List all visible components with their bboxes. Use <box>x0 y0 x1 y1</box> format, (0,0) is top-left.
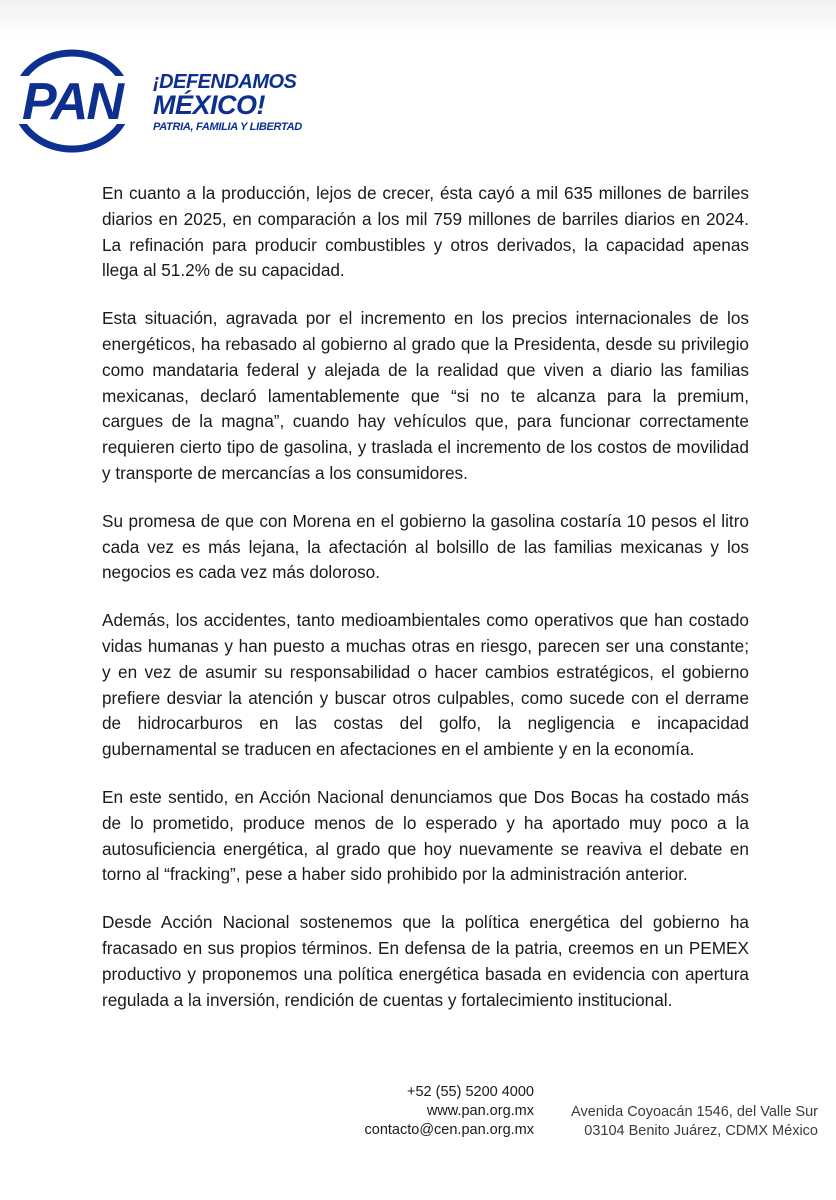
footer-address-line-1: Avenida Coyoacán 1546, del Valle Sur <box>571 1104 818 1120</box>
letterhead-footer <box>0 1083 836 1143</box>
footer-address <box>571 1103 818 1141</box>
footer-phone: +52 (55) 5200 4000 <box>407 1084 534 1100</box>
letterhead-logo-area <box>10 48 310 158</box>
slogan-line-2: MÉXICO! <box>153 90 266 120</box>
footer-website: www.pan.org.mx <box>426 1103 534 1119</box>
paragraph-6: Desde Acción Nacional sostenemos que la política energética del gobierno ha fracasado en sus propios términos. En defensa de la patria, creemos en un PEMEX productivo y proponemos una política energética basada en evidencia con apertura regulada a la inversión, rendición de cuentas y fortalecimiento institucional. <box>102 912 749 1010</box>
paragraph-4: Además, los accidentes, tanto medioambientales como operativos que han costado vidas humanas y han puesto a muchas otras en riesgo, parecen ser una constante; y en vez de asumir su responsabilidad o hacer cambios estratégicos, el gobierno prefiere desviar la atención y buscar otros culpables, como sucede con el derrame de hidrocarburos en las costas del golfo, la negligencia e incapacidad gubernamental se traducen en afectaciones en el ambiente y en la economía. <box>102 610 749 760</box>
paragraph-2: Esta situación, agravada por el incremento en los precios internacionales de los energéticos, ha rebasado al gobierno al grado que la Presidenta, desde su privilegio como mandataria federal y alejada de la realidad que viven a diario las familias mexicanas, declaró lamentablemente que “si no te alcanza para la premium, cargues de la magna”, cuando hay vehículos que, para funcionar correctamente requieren cierto tipo de gasolina, y traslada el incremento de los costos de movilidad y transporte de mercancías a los consumidores. <box>102 308 749 483</box>
paragraph-1: En cuanto a la producción, lejos de crecer, ésta cayó a mil 635 millones de barriles diarios en 2025, en comparación a los mil 759 millones de barriles diarios en 2024. La refinación para producir combustibles y otros derivados, la capacidad apenas llega al 51.2% de su capacidad. <box>102 183 749 281</box>
slogan-line-3: PATRIA, FAMILIA Y LIBERTAD <box>153 121 302 133</box>
slogan <box>153 72 303 133</box>
page-top-shade <box>0 0 836 40</box>
slogan-line-1: ¡DEFENDAMOS <box>153 71 297 93</box>
footer-address-line-2: 03104 Benito Juárez, CDMX México <box>584 1123 818 1139</box>
svg-text:PAN: PAN <box>22 73 122 131</box>
pan-logo <box>10 48 140 154</box>
footer-email: contacto@cen.pan.org.mx <box>364 1122 534 1138</box>
document-body <box>102 181 749 1035</box>
footer-contact <box>365 1083 534 1140</box>
paragraph-3: Su promesa de que con Morena en el gobierno la gasolina costaría 10 pesos el litro cada vez es más lejana, la afectación al bolsillo de las familias mexicanas y los negocios es cada vez más doloroso. <box>102 510 749 583</box>
paragraph-5: En este sentido, en Acción Nacional denunciamos que Dos Bocas ha costado más de lo prometido, produce menos de lo esperado y ha aportado muy poco a la autosuficiencia energética, al grado que hoy nuevamente se reaviva el debate en torno al “fracking”, pese a haber sido prohibido por la administración anterior. <box>102 786 749 885</box>
